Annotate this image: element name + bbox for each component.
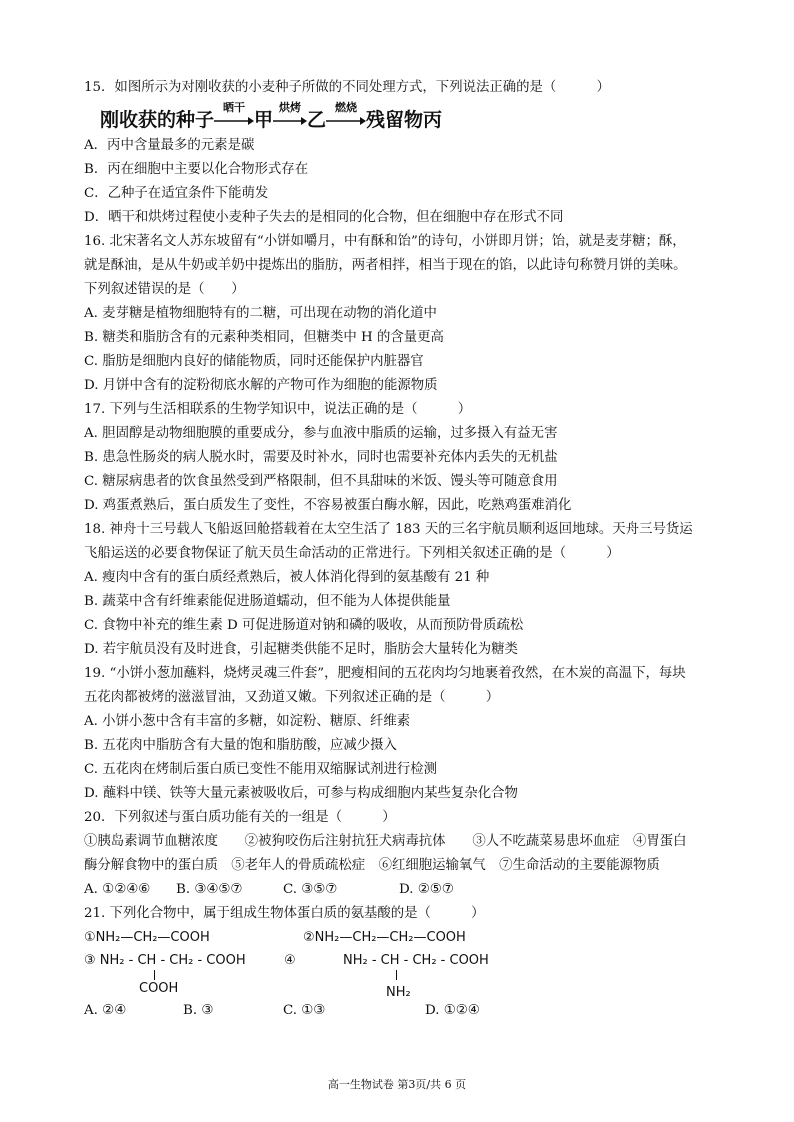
q18-option-c: C. 食物中补充的维生素 D 可促进肠道对钠和磷的吸收，从而预防骨质疏松 — [84, 618, 524, 633]
q15-option-b: B．丙在细胞中主要以化合物形式存在 — [84, 162, 309, 177]
q15-option-d: D．晒干和烘烤过程使小麦种子失去的是相同的化合物，但在细胞中存在形式不同 — [84, 210, 564, 225]
flow-node-jia: 甲 — [254, 109, 274, 131]
q17-option-d: D. 鸡蛋煮熟后，蛋白质发生了变性，不容易被蛋白酶水解，因此，吃熟鸡蛋难消化 — [84, 498, 572, 513]
q20-stem: 20．下列叙述与蛋白质功能有关的一组是（ ） — [84, 810, 396, 825]
q19-option-d: D. 蘸料中镁、铁等大量元素被吸收后，可参与构成细胞内某些复杂化合物 — [84, 786, 518, 801]
q20-option-b: B. ③④⑤⑦ — [176, 882, 243, 897]
flow-label-bake: 烘烤 — [279, 101, 302, 114]
q20-items-1: ①胰岛素调节血糖浓度 ②被狗咬伤后注射抗狂犬病毒抗体 ③人不吃蔬菜易患坏血症 ④胃蛋白 — [84, 834, 687, 849]
flow-label-dry: 晒干 — [223, 101, 246, 114]
flow-end: 残留物丙 — [366, 109, 443, 131]
q16-option-a: A. 麦芽糖是植物细胞特有的二糖，可出现在动物的消化道中 — [84, 306, 437, 321]
q17-option-b: B. 患急性肠炎的病人脱水时，需要及时补水，同时也需要补充体内丢失的无机盐 — [84, 450, 558, 465]
q19-stem-1: 19. “小饼小葱加蘸料，烧烤灵魂三件套”，肥瘦相间的五花肉均匀地裹着孜然，在木炭的高温下，每块 — [84, 666, 686, 681]
q20-option-c: C. ③⑤⑦ — [283, 882, 338, 897]
q16-stem-2: 就是酥油，是从牛奶或羊奶中提炼出的脂肪，两者相拌，相当于现在的馅，以此诗句称赞月饼的美味。 — [84, 258, 687, 273]
q16-stem-1: 16. 北宋著名文人苏东坡留有“小饼如嚼月，中有酥和饴”的诗句，小饼即月饼；饴，就是麦芽糖；酥， — [84, 234, 686, 249]
q18-option-d: D. 若宇航员没有及时进食，引起糖类供能不足时，脂肪会大量转化为糖类 — [84, 642, 518, 657]
q17-option-a: A. 胆固醇是动物细胞膜的重要成分，参与血液中脂质的运输，过多摄入有益无害 — [84, 426, 558, 441]
q21-compound-4-main: NH₂ - CH - CH₂ - COOH — [343, 953, 489, 968]
q21-option-d: D. ①②④ — [425, 1003, 480, 1018]
q15-process-diagram — [100, 101, 443, 137]
q21-option-b: B. ③ — [183, 1003, 214, 1018]
flow-arrow-burn — [326, 101, 366, 133]
q19-stem-2: 五花肉都被烤的滋滋冒油，又劲道又嫩。下列叙述正确的是（ ） — [84, 690, 500, 705]
q21-stem: 21. 下列化合物中，属于组成生物体蛋白质的氨基酸的是（ ） — [84, 906, 485, 921]
q20-items-2: 酶分解食物中的蛋白质 ⑤老年人的骨质疏松症 ⑥红细胞运输氧气 ⑦生命活动的主要能源物质 — [84, 858, 660, 873]
page-footer: 高一生物试卷 第3页/共 6 页 — [327, 1078, 467, 1091]
q21-compound-2: ②NH₂—CH₂—CH₂—COOH — [303, 930, 466, 945]
q15-option-c: C．乙种子在适宜条件下能萌发 — [84, 186, 269, 201]
q17-option-c: C. 糖尿病患者的饮食虽然受到严格限制，但不具甜味的米饭、馒头等可随意食用 — [84, 474, 558, 489]
flow-label-burn: 燃烧 — [335, 101, 358, 114]
q21-option-a: A. ②④ — [84, 1003, 127, 1018]
q21-compound-3-bond — [154, 970, 155, 980]
q18-stem-1: 18. 神舟十三号载人飞船返回舱搭载着在太空生活了 183 天的三名宇航员顺利返回地球。天舟三号货运 — [84, 522, 693, 537]
q18-option-b: B. 蔬菜中含有纤维素能促进肠道蠕动，但不能为人体提供能量 — [84, 594, 451, 609]
q20-option-d: D. ②⑤⑦ — [399, 882, 454, 897]
q16-option-c: C. 脂肪是细胞内良好的储能物质，同时还能保护内脏器官 — [84, 354, 424, 369]
q21-compound-4-bond — [396, 970, 397, 980]
flow-arrow-dry — [214, 101, 254, 133]
flow-node-yi: 乙 — [307, 109, 327, 131]
q21-option-c: C. ①③ — [283, 1003, 326, 1018]
q21-compound-4-branch: NH₂ — [386, 985, 411, 1000]
q21-compound-1: ①NH₂—CH₂—COOH — [84, 930, 210, 945]
q21-compound-4-number: ④ — [284, 953, 296, 968]
q15-option-a: A．丙中含量最多的元素是碳 — [84, 138, 255, 153]
q16-option-b: B. 糖类和脂肪含有的元素种类相同，但糖类中 H 的含量更高 — [84, 330, 444, 345]
q21-compound-3-branch: COOH — [139, 981, 179, 996]
q18-stem-2: 飞船运送的必要食物保证了航天员生命活动的正常进行。下列相关叙述正确的是（ ） — [84, 546, 620, 561]
q18-option-a: A. 瘦肉中含有的蛋白质经煮熟后，被人体消化得到的氨基酸有 21 种 — [84, 570, 490, 585]
flow-start: 刚收获的种子 — [100, 109, 215, 131]
q19-option-a: A. 小饼小葱中含有丰富的多糖，如淀粉、糖原、纤维素 — [84, 714, 411, 729]
q15-stem: 15．如图所示为对刚收获的小麦种子所做的不同处理方式，下列说法正确的是（ ） — [84, 80, 610, 95]
q16-option-d: D. 月饼中含有的淀粉彻底水解的产物可作为细胞的能源物质 — [84, 378, 438, 393]
flow-arrow-bake — [273, 101, 307, 133]
q20-option-a: A. ①②④⑥ — [84, 882, 151, 897]
q17-stem: 17. 下列与生活相联系的生物学知识中，说法正确的是（ ） — [84, 402, 472, 417]
q16-stem-3: 下列叙述错误的是（ ） — [84, 282, 245, 297]
q19-option-b: B. 五花肉中脂肪含有大量的饱和脂肪酸，应减少摄入 — [84, 738, 397, 753]
q21-compound-3-main: ③ NH₂ - CH - CH₂ - COOH — [84, 953, 246, 968]
q19-option-c: C. 五花肉在烤制后蛋白质已变性不能用双缩脲试剂进行检测 — [84, 762, 438, 777]
